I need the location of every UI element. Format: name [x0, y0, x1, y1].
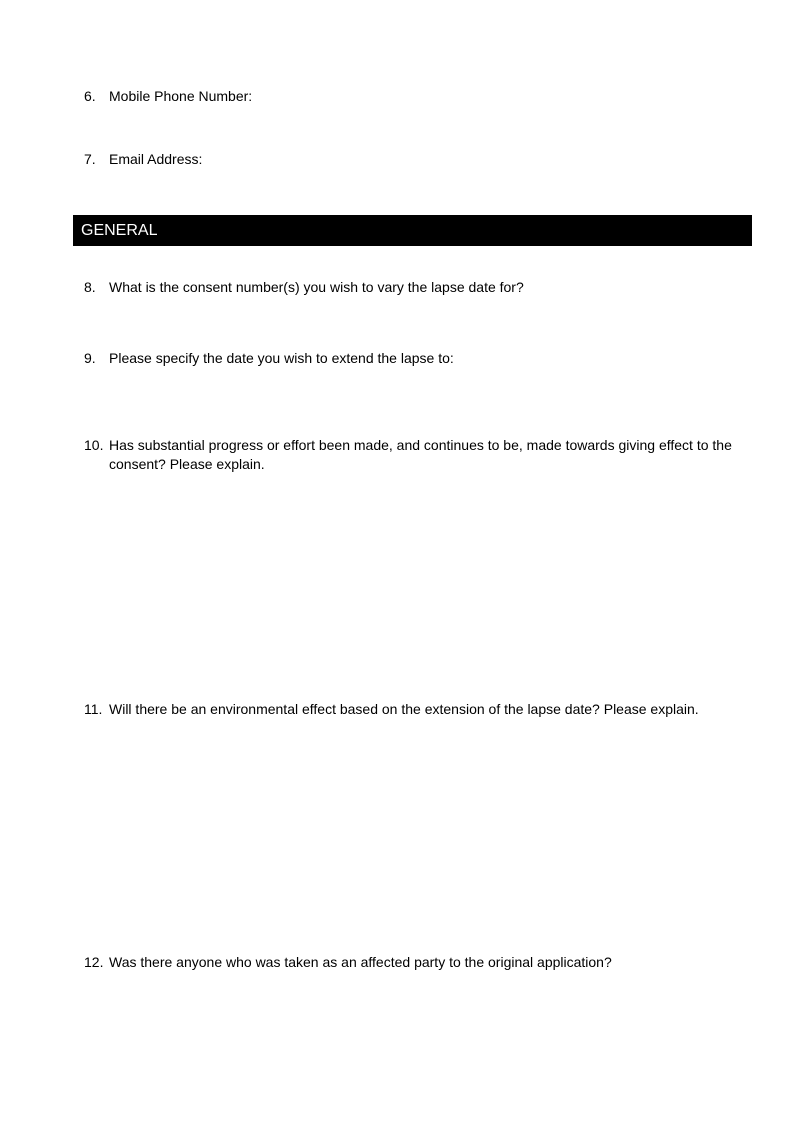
- question-text: What is the consent number(s) you wish to vary the lapse date for?: [109, 279, 524, 295]
- question-6: [84, 87, 754, 106]
- question-12: [84, 953, 754, 972]
- question-11: [84, 700, 754, 719]
- question-7: [84, 150, 754, 169]
- section-header-general: [73, 215, 752, 246]
- question-text: Was there anyone who was taken as an affected party to the original application?: [109, 954, 612, 970]
- question-10: [84, 436, 754, 474]
- question-number: 7.: [84, 151, 96, 167]
- question-number: 12.: [84, 954, 104, 970]
- question-text: Please specify the date you wish to extend the lapse to:: [109, 350, 454, 366]
- question-number: 6.: [84, 88, 96, 104]
- question-number: 9.: [84, 350, 96, 366]
- question-9: [84, 349, 754, 368]
- question-number: 10.: [84, 437, 104, 453]
- question-number: 8.: [84, 279, 96, 295]
- question-text: Has substantial progress or effort been made, and continues to be, made towards giving effect to the consent? Please explain.: [109, 437, 732, 472]
- question-text: Mobile Phone Number:: [109, 88, 253, 104]
- question-8: [84, 278, 754, 297]
- question-text: Will there be an environmental effect based on the extension of the lapse date? Please explain.: [109, 701, 699, 717]
- section-title: GENERAL: [81, 222, 158, 239]
- question-number: 11.: [84, 701, 103, 717]
- question-text: Email Address:: [109, 151, 203, 167]
